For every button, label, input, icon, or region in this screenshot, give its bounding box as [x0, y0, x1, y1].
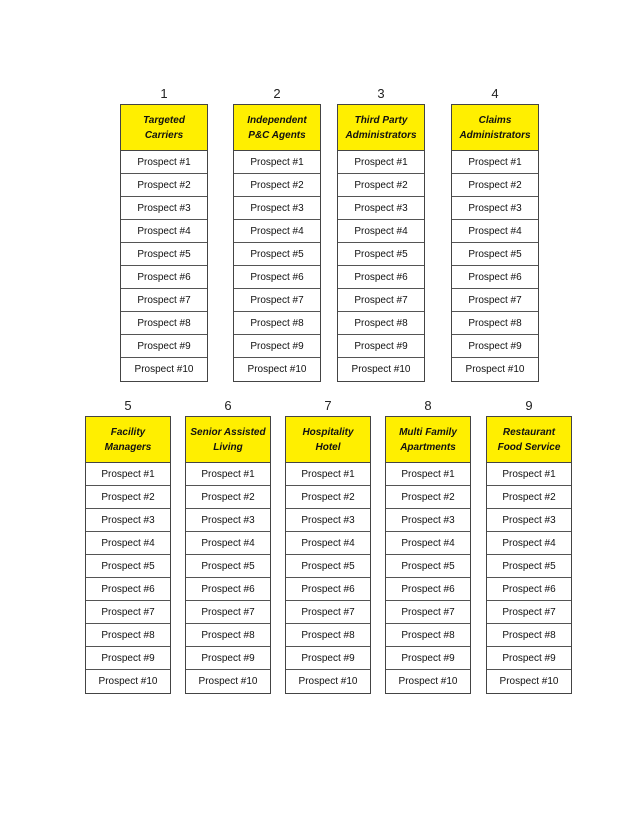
segment-header-line: Third Party: [354, 114, 408, 126]
segment-number: 3: [377, 86, 385, 101]
segment-header: [338, 105, 424, 151]
segment-header-line: Administrators: [459, 129, 531, 141]
prospect-table: [451, 104, 539, 382]
segment-row-top: [0, 84, 638, 384]
prospect-cell: Prospect #1: [186, 463, 270, 486]
prospect-table: [233, 104, 321, 382]
segment-header-line: Senior Assisted: [190, 426, 266, 438]
prospect-cell: Prospect #10: [298, 676, 358, 687]
prospect-cell: Prospect #9: [286, 647, 370, 670]
segment-number: 5: [124, 398, 132, 413]
prospect-cell: Prospect #9: [487, 647, 571, 670]
segment-number: 8: [424, 398, 432, 413]
prospect-cell: Prospect #1: [487, 463, 571, 486]
prospect-cell: Prospect #7: [234, 289, 320, 312]
prospect-cell: Prospect #4: [452, 220, 538, 243]
segment-header-line: Living: [213, 441, 243, 453]
prospect-cell: Prospect #9: [234, 335, 320, 358]
prospect-cell: Prospect #5: [186, 555, 270, 578]
segment-header-line: Independent: [247, 114, 307, 126]
segment-header-line: Administrators: [345, 129, 417, 141]
prospect-cell: Prospect #8: [121, 312, 207, 335]
prospect-table: [185, 416, 271, 694]
prospect-cell: Prospect #3: [487, 509, 571, 532]
segment-header: [487, 417, 571, 463]
prospect-cell: Prospect #6: [338, 266, 424, 289]
prospect-cell: Prospect #4: [386, 532, 470, 555]
prospect-cell: Prospect #7: [338, 289, 424, 312]
prospect-table: [337, 104, 425, 382]
prospect-cell: Prospect #9: [121, 335, 207, 358]
segment-header: [452, 105, 538, 151]
prospect-cell: Prospect #6: [487, 578, 571, 601]
prospect-cell: Prospect #4: [487, 532, 571, 555]
segment-column: [285, 396, 371, 694]
prospect-cell: Prospect #8: [338, 312, 424, 335]
prospect-cell: Prospect #8: [286, 624, 370, 647]
segment-header: [86, 417, 170, 463]
prospect-cell: Prospect #3: [234, 197, 320, 220]
segment-column: [233, 84, 321, 382]
prospect-cell: Prospect #5: [286, 555, 370, 578]
prospect-cell: Prospect #6: [121, 266, 207, 289]
prospect-cell: Prospect #2: [286, 486, 370, 509]
prospect-table: [120, 104, 208, 382]
prospect-cell: Prospect #1: [121, 151, 207, 174]
prospect-cell: Prospect #4: [186, 532, 270, 555]
segment-column: [85, 396, 171, 694]
prospect-cell: Prospect #9: [186, 647, 270, 670]
prospect-cell: Prospect #4: [338, 220, 424, 243]
prospect-cell: Prospect #1: [234, 151, 320, 174]
prospect-cell: Prospect #10: [247, 364, 307, 375]
prospect-cell: Prospect #4: [86, 532, 170, 555]
prospect-cell: Prospect #1: [386, 463, 470, 486]
prospect-cell: Prospect #4: [121, 220, 207, 243]
prospect-cell: Prospect #8: [452, 312, 538, 335]
segment-header: [286, 417, 370, 463]
segment-column: [185, 396, 271, 694]
prospect-table: [385, 416, 471, 694]
prospect-cell: Prospect #10: [398, 676, 458, 687]
prospect-cell: Prospect #10: [98, 676, 158, 687]
segment-header: [186, 417, 270, 463]
prospect-cell: Prospect #2: [338, 174, 424, 197]
prospect-cell: Prospect #7: [121, 289, 207, 312]
prospect-cell: Prospect #8: [386, 624, 470, 647]
prospect-cell: Prospect #6: [286, 578, 370, 601]
prospect-cell: Prospect #6: [234, 266, 320, 289]
prospect-cell: Prospect #3: [338, 197, 424, 220]
prospect-cell: Prospect #10: [134, 364, 194, 375]
prospect-cell: Prospect #10: [198, 676, 258, 687]
segment-column: [451, 84, 539, 382]
segment-header-line: Apartments: [400, 441, 456, 453]
prospect-cell: Prospect #2: [186, 486, 270, 509]
segment-header-line: Carriers: [144, 129, 184, 141]
prospect-table: [285, 416, 371, 694]
prospect-cell: Prospect #2: [86, 486, 170, 509]
segment-number: 4: [491, 86, 499, 101]
prospect-cell: Prospect #3: [86, 509, 170, 532]
segment-column: [385, 396, 471, 694]
prospect-cell: Prospect #1: [452, 151, 538, 174]
prospect-cell: Prospect #6: [186, 578, 270, 601]
prospect-cell: Prospect #8: [487, 624, 571, 647]
prospect-cell: Prospect #2: [452, 174, 538, 197]
segment-number: 7: [324, 398, 332, 413]
prospect-cell: Prospect #5: [234, 243, 320, 266]
segment-header: [121, 105, 207, 151]
prospect-cell: Prospect #3: [386, 509, 470, 532]
prospect-cell: Prospect #7: [487, 601, 571, 624]
segment-header-line: Targeted: [143, 114, 185, 126]
prospect-cell: Prospect #2: [487, 486, 571, 509]
prospect-table: [85, 416, 171, 694]
prospect-cell: Prospect #6: [452, 266, 538, 289]
prospect-cell: Prospect #10: [465, 364, 525, 375]
prospect-cell: Prospect #7: [452, 289, 538, 312]
prospect-cell: Prospect #3: [286, 509, 370, 532]
prospect-cell: Prospect #7: [386, 601, 470, 624]
prospect-cell: Prospect #3: [186, 509, 270, 532]
prospect-cell: Prospect #2: [386, 486, 470, 509]
segment-column: [486, 396, 572, 694]
segment-column: [120, 84, 208, 382]
segment-header-line: P&C Agents: [248, 129, 306, 141]
segment-header-line: Claims: [478, 114, 512, 126]
segment-header-line: Hospitality: [302, 426, 354, 438]
prospect-cell: Prospect #5: [487, 555, 571, 578]
prospect-cell: Prospect #5: [86, 555, 170, 578]
segment-header: [234, 105, 320, 151]
segment-header-line: Facility: [110, 426, 146, 438]
prospect-cell: Prospect #10: [351, 364, 411, 375]
prospect-cell: Prospect #5: [386, 555, 470, 578]
segment-column: [337, 84, 425, 382]
segment-header-line: Restaurant: [502, 426, 556, 438]
prospect-cell: Prospect #5: [121, 243, 207, 266]
prospect-cell: Prospect #9: [338, 335, 424, 358]
prospect-cell: Prospect #9: [452, 335, 538, 358]
prospect-cell: Prospect #5: [452, 243, 538, 266]
segment-number: 1: [160, 86, 168, 101]
prospect-cell: Prospect #1: [338, 151, 424, 174]
prospect-cell: Prospect #3: [121, 197, 207, 220]
segment-number: 9: [525, 398, 533, 413]
segment-header: [386, 417, 470, 463]
prospect-cell: Prospect #10: [499, 676, 559, 687]
prospect-table: [486, 416, 572, 694]
prospect-cell: Prospect #6: [386, 578, 470, 601]
prospect-cell: Prospect #7: [86, 601, 170, 624]
prospect-cell: Prospect #1: [286, 463, 370, 486]
prospect-cell: Prospect #4: [234, 220, 320, 243]
prospect-cell: Prospect #8: [86, 624, 170, 647]
prospect-cell: Prospect #4: [286, 532, 370, 555]
prospect-cell: Prospect #7: [286, 601, 370, 624]
prospect-cell: Prospect #9: [86, 647, 170, 670]
prospect-cell: Prospect #8: [234, 312, 320, 335]
prospect-cell: Prospect #2: [234, 174, 320, 197]
prospect-cell: Prospect #9: [386, 647, 470, 670]
prospect-cell: Prospect #8: [186, 624, 270, 647]
prospect-cell: Prospect #1: [86, 463, 170, 486]
prospect-cell: Prospect #7: [186, 601, 270, 624]
segment-header-line: Food Service: [497, 441, 561, 453]
segment-header-line: Multi Family: [399, 426, 457, 438]
segment-number: 6: [224, 398, 232, 413]
prospect-cell: Prospect #3: [452, 197, 538, 220]
segment-row-bottom: [0, 396, 638, 702]
prospect-cell: Prospect #2: [121, 174, 207, 197]
prospect-cell: Prospect #5: [338, 243, 424, 266]
prospect-cell: Prospect #6: [86, 578, 170, 601]
segment-number: 2: [273, 86, 281, 101]
segment-header-line: Managers: [104, 441, 152, 453]
segment-header-line: Hotel: [315, 441, 341, 453]
